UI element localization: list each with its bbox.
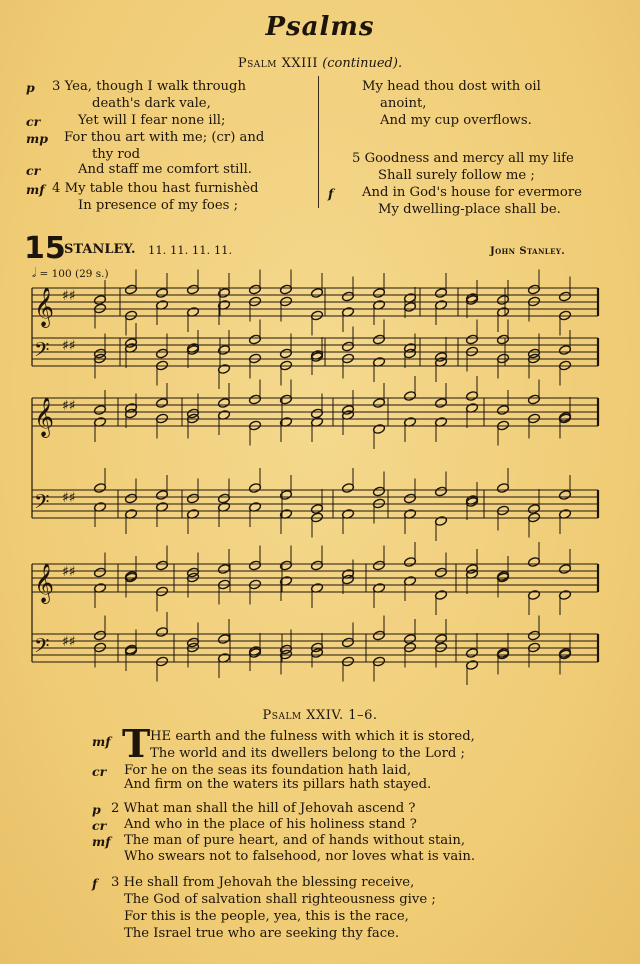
- verse-line: Who swears not to falsehood, nor loves what is vain.: [124, 849, 476, 864]
- verse-line: anoint,: [380, 96, 427, 111]
- verse-line: 3 He shall from Jehovah the blessing receive,: [111, 875, 415, 890]
- half-note-icon: 𝅗𝅥: [32, 266, 37, 281]
- verse-line: Yet will I fear none ill;: [78, 113, 226, 128]
- psalm-23-continued: (continued).: [322, 56, 403, 71]
- sharp-icon: ♯♯: [62, 398, 76, 414]
- verse-line: My dwelling-place shall be.: [378, 202, 561, 217]
- verse-line: 2 What man shall the hill of Jehovah ascend ?: [111, 801, 416, 816]
- verse-line: For thou art with me; (cr) and: [64, 130, 265, 145]
- verse-line: The world and its dwellers belong to the Lord ;: [150, 746, 465, 761]
- verse-line: For he on the seas its foundation hath laid,: [124, 763, 412, 778]
- verse-line: 3 Yea, though I walk through: [52, 79, 246, 94]
- verse-line: My head thou dost with oil: [362, 79, 541, 94]
- dynamic-mark: p: [92, 802, 101, 817]
- drop-cap: T: [122, 721, 151, 766]
- verse-line: In presence of my foes ;: [78, 198, 239, 213]
- verse-line: The Israel true who are seeking thy face.: [124, 926, 400, 941]
- verse-line: death's dark vale,: [92, 96, 211, 111]
- sharp-icon: ♯♯: [62, 634, 76, 650]
- verse-line: And firm on the waters its pillars hath stayed.: [124, 777, 432, 792]
- dynamic-mark: mf: [26, 182, 45, 197]
- psalm-23-title: Psalm XXIII: [237, 56, 319, 71]
- dynamic-mark: f: [328, 186, 334, 201]
- tune-name: STANLEY.: [64, 242, 136, 257]
- sharp-icon: ♯♯: [62, 490, 76, 506]
- page-title: Psalms: [265, 12, 375, 42]
- treble-clef-icon: 𝄞: [34, 397, 55, 437]
- verse-line: And my cup overflows.: [380, 113, 532, 128]
- sharp-icon: ♯♯: [62, 564, 76, 580]
- treble-clef-icon: 𝄞: [34, 287, 55, 327]
- treble-clef-icon: 𝄞: [34, 563, 55, 603]
- dynamic-mark: cr: [26, 114, 41, 129]
- bass-clef-icon: 𝄢: [34, 634, 50, 662]
- bass-clef-icon: 𝄢: [34, 338, 50, 366]
- dynamic-mark: f: [92, 876, 98, 891]
- bass-clef-icon: 𝄢: [34, 490, 50, 518]
- composer: John Stanley.: [490, 246, 566, 257]
- verse-line: The man of pure heart, and of hands without stain,: [124, 833, 466, 848]
- dynamic-mark: cr: [92, 818, 107, 833]
- psalm-24-heading: Psalm XXIV. 1–6.: [262, 708, 378, 723]
- verse-line: 4 My table thou hast furnishèd: [52, 181, 259, 196]
- verse-line: And in God's house for evermore: [362, 185, 582, 200]
- verse-line: Shall surely follow me ;: [378, 168, 535, 183]
- verse-line: And who in the place of his holiness stand ?: [124, 817, 417, 832]
- verse-line: And staff me comfort still.: [78, 162, 253, 177]
- verse-line: For this is the people, yea, this is the race,: [124, 909, 409, 924]
- verse-line: HE earth and the fulness with which it is stored,: [150, 729, 475, 744]
- hymn-number: 15: [24, 231, 66, 266]
- dynamic-mark: mp: [26, 131, 48, 146]
- dynamic-mark: p: [26, 80, 35, 95]
- verse-line: The God of salvation shall righteousness give ;: [124, 892, 436, 907]
- meter: 11. 11. 11. 11.: [148, 243, 233, 257]
- tempo-text: = 100 (29 s.): [39, 268, 109, 280]
- dynamic-mark: cr: [92, 764, 107, 779]
- dynamic-mark: cr: [26, 163, 41, 178]
- sharp-icon: ♯♯: [62, 288, 76, 304]
- dynamic-mark: mf: [92, 734, 111, 749]
- verse-line: thy rod: [92, 147, 141, 162]
- verse-line: 5 Goodness and mercy all my life: [352, 151, 574, 166]
- dynamic-mark: mf: [92, 834, 111, 849]
- sharp-icon: ♯♯: [62, 338, 76, 354]
